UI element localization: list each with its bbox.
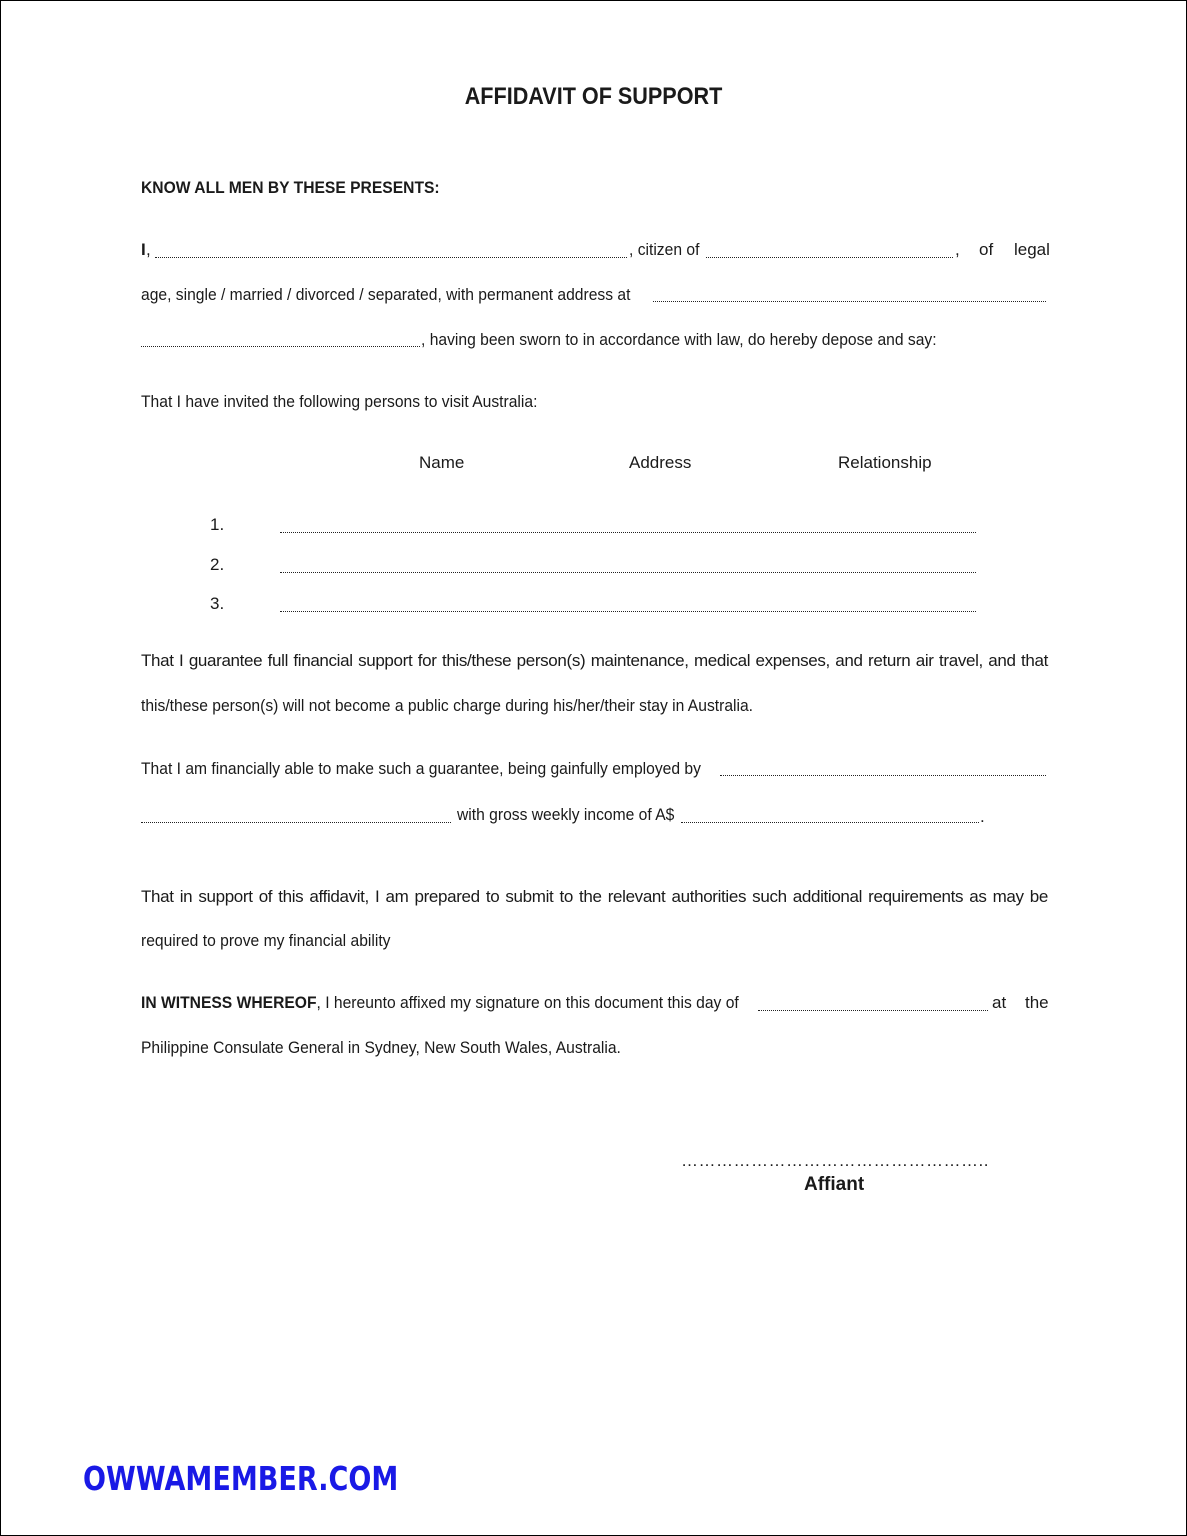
comma: ,: [146, 240, 151, 259]
witness-bold: IN WITNESS WHEREOF: [141, 993, 317, 1012]
header-name: Name: [419, 453, 465, 472]
person-number-1: 1.: [210, 515, 225, 534]
address-blank[interactable]: [653, 301, 1046, 302]
witness-the: the: [1025, 993, 1049, 1012]
financial-line2: with gross weekly income of A$: [457, 805, 675, 824]
financial-period: .: [980, 807, 985, 826]
document-title: AFFIDAVIT OF SUPPORT: [464, 83, 723, 110]
witness-at: at: [992, 993, 1007, 1012]
employer-blank[interactable]: [720, 775, 1046, 776]
date-blank[interactable]: [758, 1010, 988, 1011]
person-2-blank[interactable]: [280, 572, 976, 573]
employer-blank-2[interactable]: [141, 822, 451, 823]
witness-line1: [141, 993, 739, 1013]
person-number-3: 3.: [210, 594, 225, 613]
heading: KNOW ALL MEN BY THESE PRESENTS:: [141, 178, 440, 197]
person-number-2: 2.: [210, 555, 225, 574]
support-line2: required to prove my financial ability: [141, 931, 391, 950]
person-3-blank[interactable]: [280, 611, 976, 612]
legal-text: legal: [1014, 240, 1050, 259]
guarantee-line1: That I guarantee full financial support for this/these person(s) maintenance, medical expenses, and return air travel, and that: [141, 651, 1048, 670]
watermark: OWWAMEMBER.COM: [83, 1459, 399, 1498]
citizen-of-text: , citizen of: [629, 240, 700, 259]
person-1-blank[interactable]: [280, 532, 976, 533]
affiant-label: Affiant: [804, 1174, 865, 1195]
guarantee-line2: this/these person(s) will not become a public charge during his/her/their stay in Australia.: [141, 696, 754, 715]
header-relationship: Relationship: [838, 453, 932, 472]
name-blank[interactable]: [155, 257, 627, 258]
para1-line3: , having been sworn to in accordance with law, do hereby depose and say:: [421, 330, 937, 349]
financial-line1: That I am financially able to make such a guarantee, being gainfully employed by: [141, 759, 701, 778]
comma-2: ,: [955, 240, 960, 259]
i-label: I: [141, 240, 146, 259]
support-line1: That in support of this affidavit, I am prepared to submit to the relevant authorities such additional requirements as may be: [141, 887, 1048, 906]
signature-line[interactable]: ……………………………………………..: [681, 1151, 989, 1170]
witness-text: , I hereunto affixed my signature on this document this day of: [316, 993, 739, 1012]
citizenship-blank[interactable]: [706, 257, 953, 258]
header-address: Address: [629, 453, 692, 472]
income-blank[interactable]: [681, 822, 979, 823]
of-text: of: [979, 240, 994, 259]
witness-line2: Philippine Consulate General in Sydney, New South Wales, Australia.: [141, 1038, 621, 1057]
para1-line2: age, single / married / divorced / separated, with permanent address at: [141, 285, 631, 304]
invite-statement: That I have invited the following persons to visit Australia:: [141, 392, 538, 411]
address-blank-2[interactable]: [141, 346, 420, 347]
